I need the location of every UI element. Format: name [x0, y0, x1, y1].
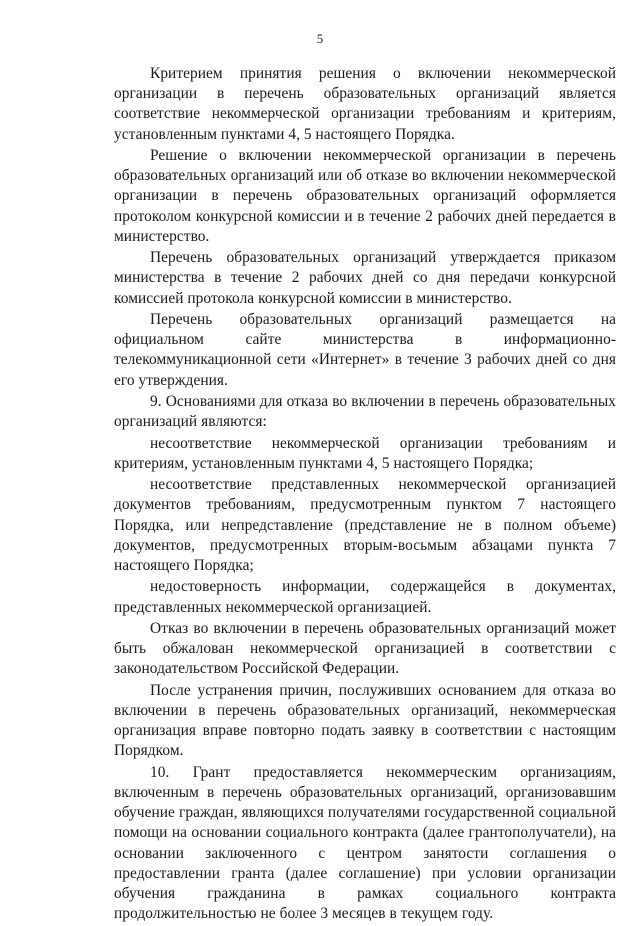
paragraph-criterion: Критерием принятия решения о включении некоммерческой организации в перечень образовательных организаций является соответствие некоммерческой организации требованиям и критериям, установленным пунктами 4, 5 настоящего Порядка.	[114, 65, 616, 143]
paragraph-list-publication: Перечень образовательных организаций размещается на официальном сайте министерства в информационно-телекоммуникационной сети «Интернет» в течение 3 рабочих дней со дня его утверждения.	[114, 311, 616, 389]
paragraph-list-approval: Перечень образовательных организаций утверждается приказом министерства в течение 2 рабочих дней со дня передачи конкурсной комиссией протокола конкурсной комиссии в министерство.	[114, 249, 616, 307]
paragraph-decision-protocol: Решение о включении некоммерческой организации в перечень образовательных организаций или об отказе во включении некоммерческой организации в перечень образовательных организаций оформляется протоколом конкурсной комиссии и в течение 2 рабочих дней передается в министерство.	[114, 147, 616, 245]
document-body	[114, 64, 616, 926]
paragraph-resubmission: После устранения причин, послуживших основанием для отказа во включении в перечень образовательных организаций, некоммерческая организация вправе повторно подать заявку в соответствии с настоящим Порядком.	[114, 681, 616, 760]
paragraph-refusal-inaccuracy: недостоверность информации, содержащейся в документах, представленных некоммерческой организацией.	[114, 578, 616, 616]
paragraph-refusal-criteria: несоответствие некоммерческой организации требованиям и критериям, установленным пунктами 4, 5 настоящего Порядка;	[114, 434, 616, 472]
page-number: 5	[316, 31, 324, 46]
paragraph-grant: 10. Грант предоставляется некоммерческим организациям, включенным в перечень образовательных организаций, организовавшим обучение граждан, являющихся получателями государственной социальной помощи на основании социального контракта (далее грантополучатели), на основании заключенного с центром занятости соглашения о предоставлении гранта (далее соглашение) при условии организации обучения гражданина в рамках социального контракта продолжительностью не более 3 месяцев в текущем году.	[114, 763, 616, 923]
paragraph-refusal-documents: несоответствие представленных некоммерческой организацией документов требованиям, предусмотренным пунктом 7 настоящего Порядка, или непредставление (представление не в полном объеме) документов, предусмотренных вторым-восьмым абзацами пункта 7 настоящего Порядка;	[114, 476, 616, 574]
paragraph-refusal-grounds: 9. Основаниями для отказа во включении в перечень образовательных организаций являются:	[114, 393, 616, 431]
paragraph-appeal: Отказ во включении в перечень образовательных организаций может быть обжалован некоммерческой организацией в соответствии с законодательством Российской Федерации.	[114, 619, 616, 678]
